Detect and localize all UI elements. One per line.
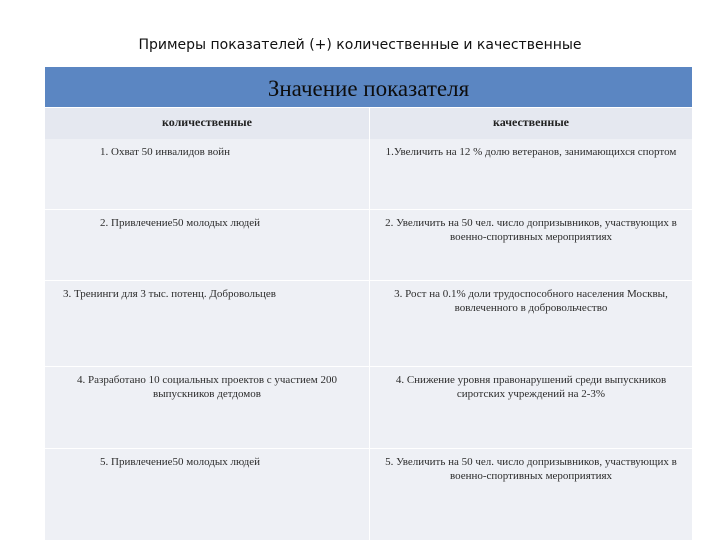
cell-quantitative: 3. Тренинги для 3 тыс. потенц. Добровольцев: [45, 281, 370, 366]
column-header-qualitative: качественные: [492, 115, 570, 129]
cell-quantitative: 1. Охват 50 инвалидов войн: [45, 139, 370, 209]
cell-quantitative: 2. Привлечение50 молодых людей: [45, 210, 370, 280]
cell-quantitative: 4. Разработано 10 социальных проектов с участием 200 выпускников детдомов: [45, 367, 370, 448]
cell-qualitative: 3. Рост на 0.1% доли трудоспособного населения Москвы, вовлеченного в добровольчество: [394, 288, 668, 314]
cell-quantitative: 5. Привлечение50 молодых людей: [45, 449, 370, 540]
cell-qualitative: 5. Увеличить на 50 чел. число допризывников, участвующих в военно-спортивных мероприятиях: [385, 456, 677, 482]
table-header-title: Значение показателя: [267, 76, 470, 101]
indicator-table: [45, 67, 692, 540]
table-row: [45, 449, 692, 540]
table-row: [45, 210, 692, 281]
table-row: [45, 281, 692, 367]
column-headers: [45, 108, 692, 139]
table-header: [45, 67, 692, 108]
cell-qualitative: 2. Увеличить на 50 чел. число допризывников, участвующих в военно-спортивных мероприятиях: [385, 217, 677, 243]
cell-qualitative: 1.Увеличить на 12 % долю ветеранов, занимающихся спортом: [385, 146, 677, 158]
table-row: [45, 139, 692, 210]
column-header-quantitative: количественные: [45, 108, 370, 139]
page-title: Примеры показателей (+) количественные и качественные: [138, 37, 582, 53]
table-row: [45, 367, 692, 449]
cell-qualitative: 4. Снижение уровня правонарушений среди выпускников сиротских учреждений на 2-3%: [395, 374, 667, 400]
